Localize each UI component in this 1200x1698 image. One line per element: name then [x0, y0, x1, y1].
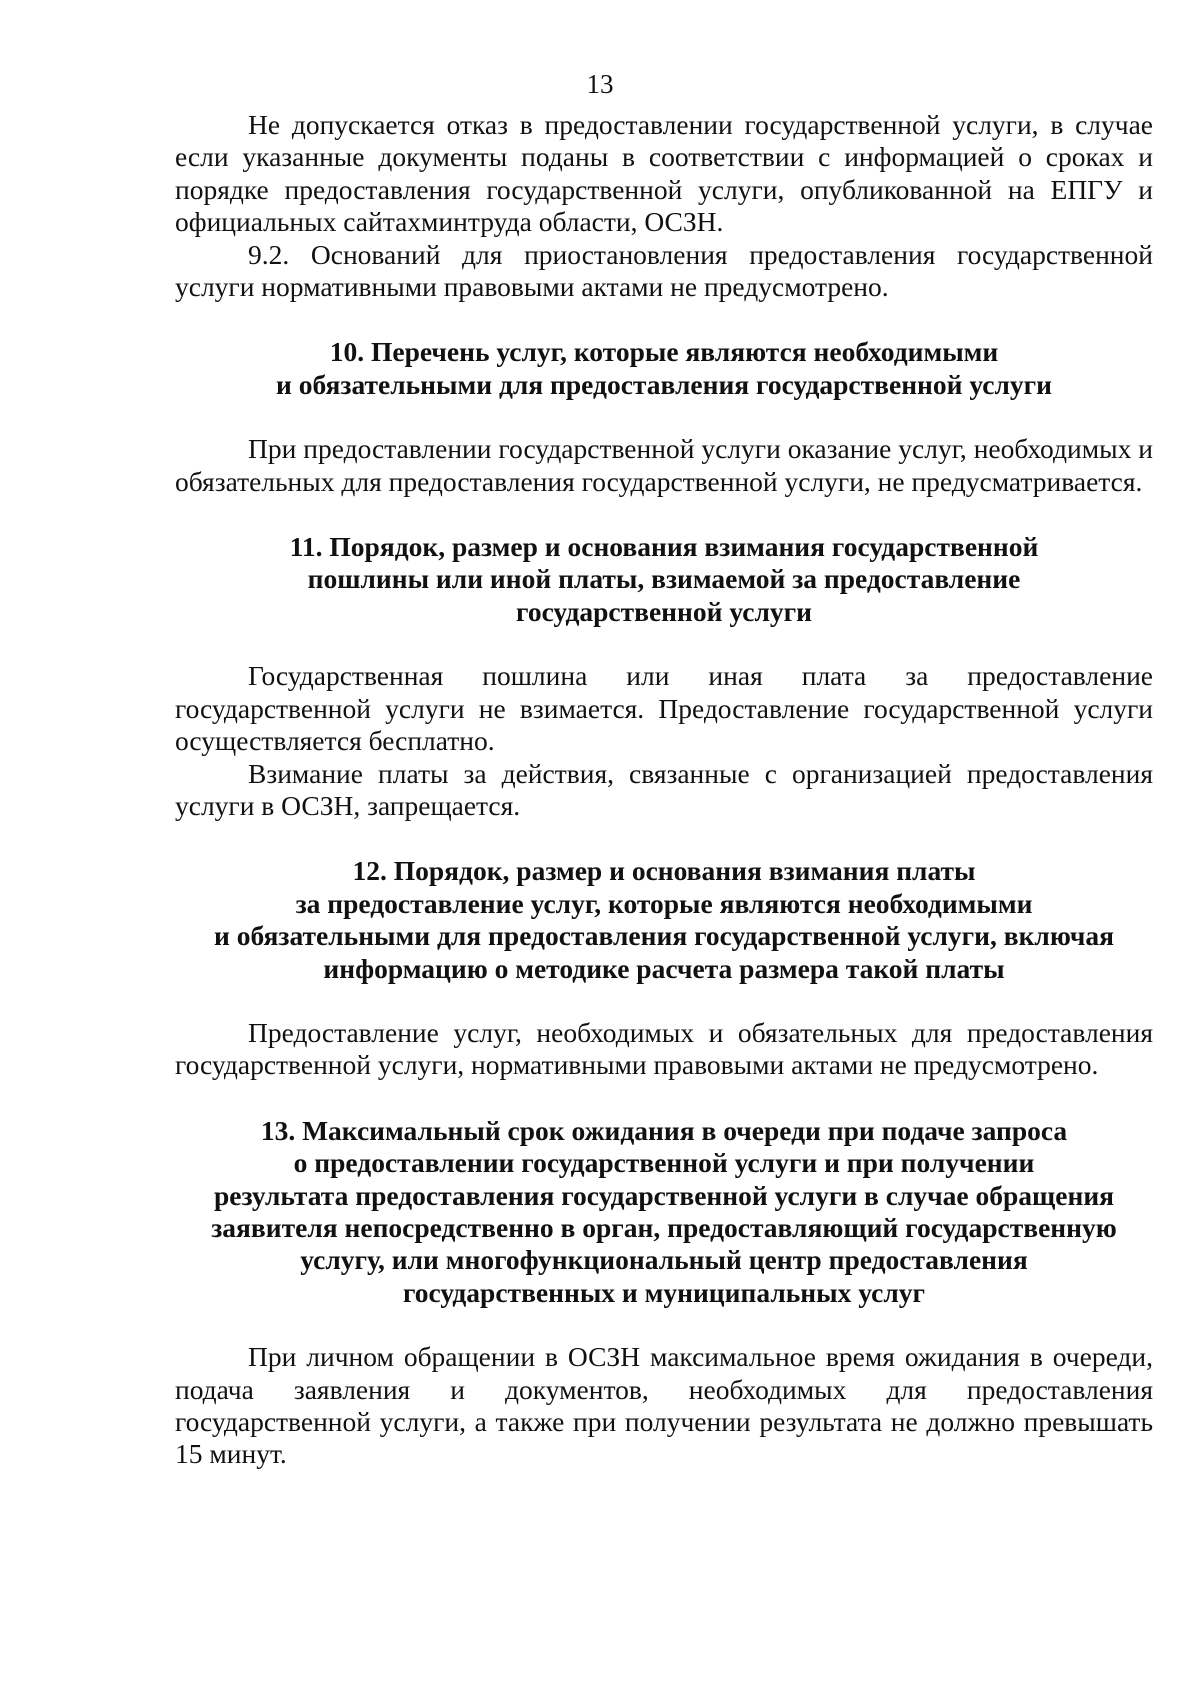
spacer — [175, 1309, 1153, 1341]
paragraph-section-11-fee: Государственная пошлина или иная плата за предоставление государственной услуги не взимается. Предоставление государственной услуги осуществляется бесплатно. — [175, 660, 1153, 757]
heading-line: и обязательными для предоставления государственной услуги — [276, 368, 1052, 400]
spacer — [175, 498, 1153, 531]
heading-section-13 — [175, 1115, 1153, 1309]
heading-section-10 — [175, 336, 1153, 401]
paragraph-9-2: 9.2. Оснований для приостановления предоставления государственной услуги нормативными правовыми актами не предусмотрено. — [175, 238, 1153, 303]
spacer — [175, 401, 1153, 433]
heading-line: государственных и муниципальных услуг — [402, 1276, 926, 1308]
heading-line: государственной услуги — [516, 595, 812, 627]
heading-line: и обязательными для предоставления государственной услуги, включая — [214, 920, 1114, 952]
paragraph-section-10-body: При предоставлении государственной услуги оказание услуг, необходимых и обязательных для предоставления государственной услуги, не предусматривается. — [175, 433, 1153, 497]
heading-section-11 — [175, 531, 1153, 628]
heading-line: о предоставлении государственной услуги и при получении — [293, 1147, 1035, 1179]
heading-line: заявителя непосредственно в орган, предоставляющий государственную — [211, 1211, 1117, 1243]
heading-section-12 — [175, 855, 1153, 985]
spacer — [175, 303, 1153, 336]
page-content — [175, 109, 1153, 1471]
heading-line: 10. Перечень услуг, которые являются необходимыми — [329, 336, 999, 368]
heading-line: 12. Порядок, размер и основания взимания платы — [352, 855, 976, 887]
heading-line: результата предоставления государственной услуги в случае обращения — [213, 1179, 1115, 1211]
heading-line: 13. Максимальный срок ожидания в очереди при подаче запроса — [260, 1114, 1068, 1146]
heading-line: услугу, или многофункциональный центр предоставления — [300, 1244, 1028, 1276]
paragraph-section-13-body: При личном обращении в ОСЗН максимальное время ожидания в очереди, подача заявления и документов, необходимых для предоставления государственной услуги, а также при получении результата не должно превышать 15 минут. — [175, 1341, 1153, 1470]
spacer — [175, 1082, 1153, 1115]
paragraph-refusal-not-allowed: Не допускается отказ в предоставлении государственной услуги, в случае если указанные документы поданы в соответствии с информацией о сроках и порядке предоставления государственной услуги, опубликованной на ЕПГУ и официальных сайтахминтруда области, ОСЗН. — [175, 109, 1153, 238]
page-number: 13 — [586, 69, 614, 99]
heading-line: за предоставление услуг, которые являются необходимыми — [295, 887, 1033, 919]
heading-line: 11. Порядок, размер и основания взимания государственной — [289, 531, 1039, 563]
spacer — [175, 822, 1153, 855]
heading-line: информацию о методике расчета размера такой платы — [323, 952, 1005, 984]
paragraph-section-11-prohibition: Взимание платы за действия, связанные с организацией предоставления услуги в ОСЗН, запрещается. — [175, 757, 1153, 821]
spacer — [175, 628, 1153, 660]
spacer — [175, 985, 1153, 1017]
paragraph-section-12-body: Предоставление услуг, необходимых и обязательных для предоставления государственной услуги, нормативными правовыми актами не предусмотрено. — [175, 1016, 1153, 1081]
heading-line: пошлины или иной платы, взимаемой за предоставление — [307, 563, 1021, 595]
